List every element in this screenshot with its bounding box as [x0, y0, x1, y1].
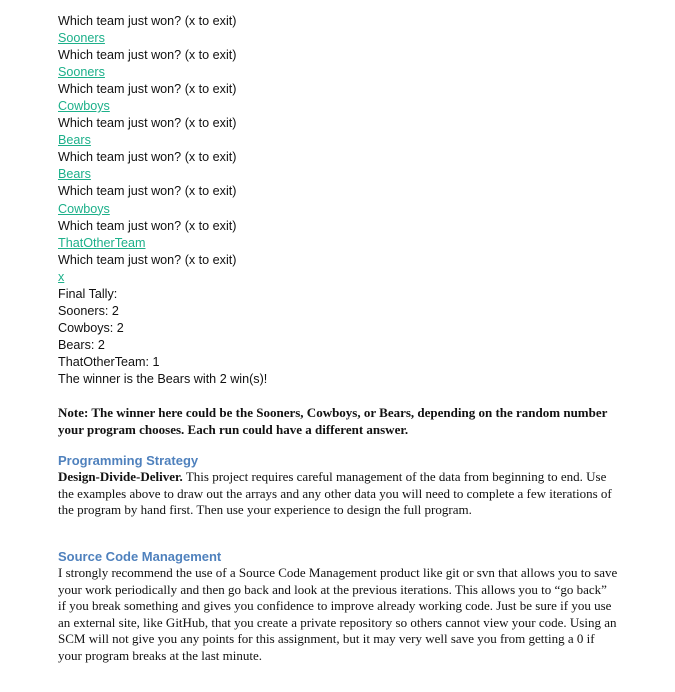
program-output-line: Which team just won? (x to exit)	[58, 82, 237, 97]
user-input-line: x	[58, 269, 65, 284]
section-paragraph: I strongly recommend the use of a Source Code Management product like git or svn that allows you to save your work periodically and then go back and look at the previous iterations. This allows you to “go back” if you break something and gives you confidence to improve already working code. Just be sure if you use an external site, like GitHub, that you create a private repository so others cannot view your code. Using an SCM will not give you any points for this assignment, but it may very well save you from getting a 0 if your program breaks at the last minute.	[58, 565, 618, 663]
program-output-line: Final Tally:	[58, 286, 118, 301]
section-paragraph	[58, 469, 618, 519]
user-input-line: Bears	[58, 133, 91, 148]
sample-run-output	[58, 13, 267, 388]
program-output-line: Which team just won? (x to exit)	[58, 150, 237, 165]
user-input-line: ThatOtherTeam	[58, 235, 146, 250]
section-heading: Programming Strategy	[58, 453, 199, 468]
program-output-line: Which team just won? (x to exit)	[58, 218, 237, 233]
source-code-management-section	[58, 548, 618, 664]
note-paragraph: Note: The winner here could be the Sooners, Cowboys, or Bears, depending on the random number your program chooses. Each run could have a different answer.	[58, 405, 608, 437]
program-output-line: Which team just won? (x to exit)	[58, 48, 237, 63]
program-output-line: Sooners: 2	[58, 303, 119, 318]
program-output-line: Which team just won? (x to exit)	[58, 14, 237, 28]
program-output-line: Which team just won? (x to exit)	[58, 184, 237, 199]
program-output-line: The winner is the Bears with 2 win(s)!	[58, 371, 268, 386]
user-input-line: Bears	[58, 167, 91, 182]
program-output-line: Bears: 2	[58, 337, 105, 352]
program-output-line: ThatOtherTeam: 1	[58, 354, 160, 369]
section-heading: Source Code Management	[58, 549, 222, 564]
programming-strategy-section	[58, 452, 618, 519]
user-input-line: Sooners	[58, 31, 105, 46]
user-input-line: Sooners	[58, 65, 105, 80]
paragraph-text: This project requires careful management of the data from beginning to end. Use the examples above to draw out the arrays and any other data you will need to complete a few iterations of the program by hand first. Then use your experience to design the full program.	[58, 469, 612, 517]
program-output-line: Which team just won? (x to exit)	[58, 116, 237, 131]
program-output-line: Which team just won? (x to exit)	[58, 252, 237, 267]
program-output-line: Cowboys: 2	[58, 320, 124, 335]
user-input-line: Cowboys	[58, 99, 110, 114]
user-input-line: Cowboys	[58, 201, 110, 216]
lead-phrase: Design-Divide-Deliver.	[58, 469, 183, 484]
